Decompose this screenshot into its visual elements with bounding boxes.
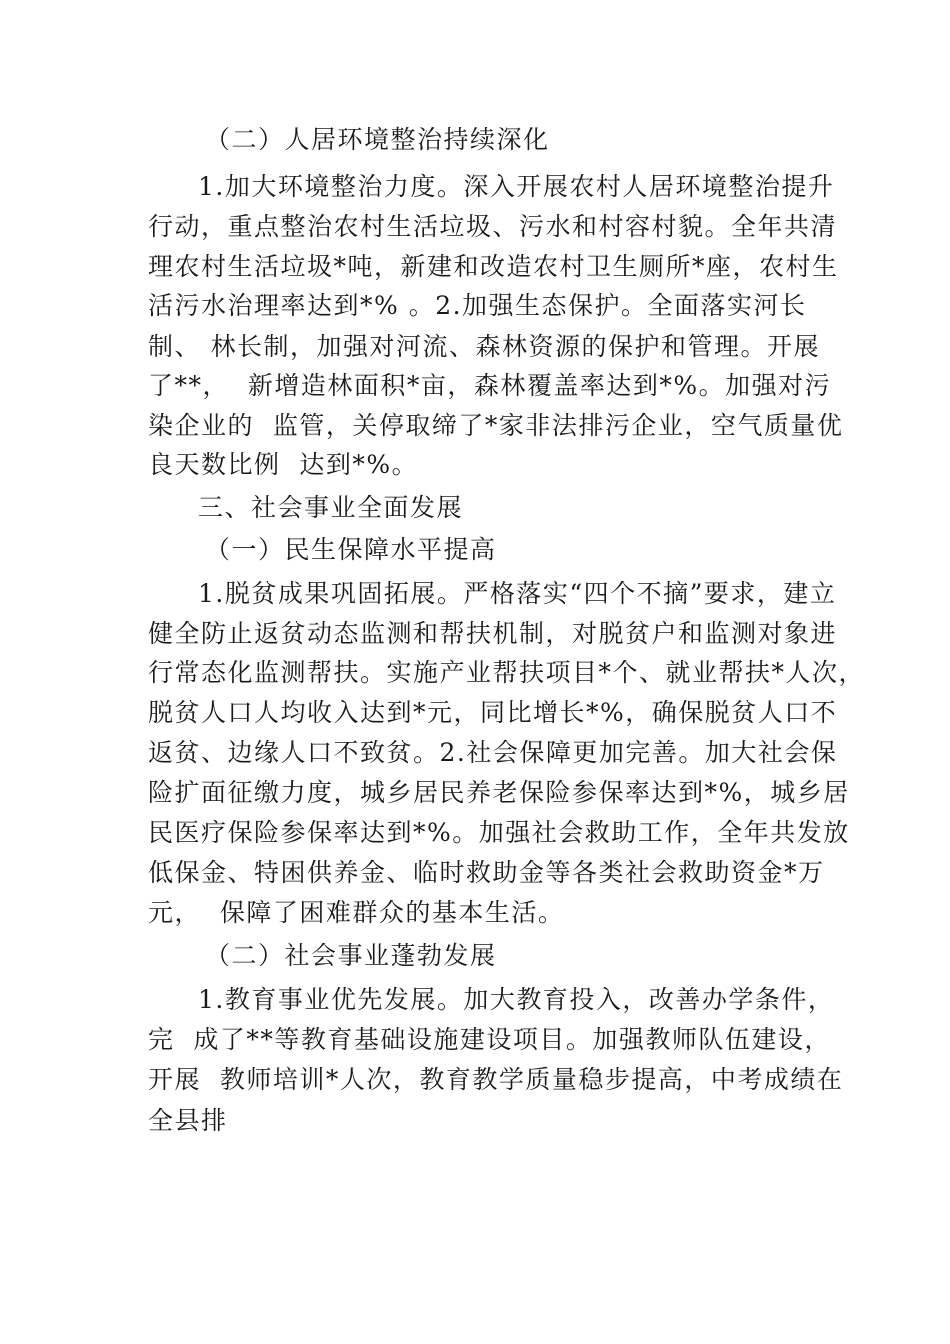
paragraph-line: 1.教育事业优先发展。加大教育投入，改善办学条件， <box>198 985 835 1014</box>
paragraph-line: 行常态化监测帮扶。实施产业帮扶项目*个、就业帮扶*人次， <box>148 658 866 687</box>
paragraph-line: 险扩面征缴力度，城乡居民养老保险参保率达到*%，城乡居 <box>148 778 850 807</box>
paragraph-line: 活污水治理率达到*% 。2.加强生态保护。全面落实河长 <box>148 291 807 320</box>
paragraph-line: 制、 林长制，加强对河流、森林资源的保护和管理。开展 <box>148 332 820 361</box>
paragraph-line: 民医疗保险参保率达到*%。加强社会救助工作，全年共发放 <box>148 818 850 847</box>
paragraph-line: 行动，重点整治农村生活垃圾、污水和村容村貌。全年共清 <box>148 212 838 241</box>
paragraph-line: 1.脱贫成果巩固拓展。严格落实“四个不摘”要求，建立 <box>198 579 837 608</box>
subsection-heading: （二）社会事业蓬勃发展 <box>205 941 497 970</box>
paragraph-line: 脱贫人口人均收入达到*元，同比增长*%，确保脱贫人口不 <box>148 698 838 727</box>
paragraph-line: 全县排 <box>148 1106 228 1135</box>
subsection-heading: （一）民生保障水平提高 <box>205 535 497 564</box>
paragraph-line: 染企业的 监管，关停取缔了*家非法排污企业，空气质量优 <box>148 411 844 440</box>
subsection-heading: （二）人居环境整治持续深化 <box>205 125 550 154</box>
paragraph-line: 1.加大环境整治力度。深入开展农村人居环境整治提升 <box>198 172 835 201</box>
paragraph-line: 完 成了**等教育基础设施建设项目。加强教师队伍建设， <box>148 1025 831 1054</box>
paragraph-line: 元， 保障了困难群众的基本生活。 <box>148 898 565 927</box>
paragraph-line: 健全防止返贫动态监测和帮扶机制，对脱贫户和监测对象进 <box>148 619 838 648</box>
paragraph-line: 理农村生活垃圾*吨，新建和改造农村卫生厕所*座，农村生 <box>148 252 839 281</box>
paragraph-line: 开展 教师培训*人次，教育教学质量稳步提高，中考成绩在 <box>148 1065 844 1094</box>
paragraph-line: 低保金、特困供养金、临时救助金等各类社会救助资金*万 <box>148 858 825 887</box>
paragraph-line: 良天数比例 达到*%。 <box>148 450 419 479</box>
paragraph-line: 了**， 新增造林面积*亩，森林覆盖率达到*%。加强对污 <box>148 371 832 400</box>
paragraph-line: 返贫、边缘人口不致贫。2.社会保障更加完善。加大社会保 <box>148 738 838 767</box>
section-heading: 三、社会事业全面发展 <box>198 493 464 522</box>
